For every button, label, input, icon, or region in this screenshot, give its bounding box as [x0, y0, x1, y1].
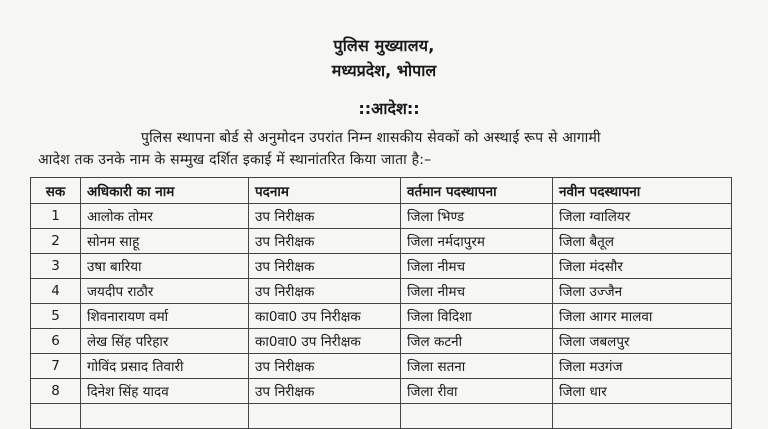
column-header-serial: सक — [31, 178, 81, 204]
cell-serial: 6 — [31, 329, 81, 354]
table-header-row — [31, 178, 732, 204]
cell-new-posting: जिला आगर मालवा — [553, 304, 732, 329]
table-row — [31, 279, 732, 304]
cell-current-posting: जिला नर्मदापुरम — [401, 229, 553, 254]
cell-new-posting: जिला उज्जैन — [553, 279, 732, 304]
office-location: मध्यप्रदेश, भोपाल — [331, 61, 437, 80]
cell-new-posting: जिला मंदसौर — [553, 254, 732, 279]
cell-designation: उप निरीक्षक — [249, 379, 401, 404]
intro-line-2: आदेश तक उनके नाम के सम्मुख दर्शित इकाई में स्थानांतरित किया जाता है:– — [38, 152, 432, 168]
cell-serial: 7 — [31, 354, 81, 379]
table-row — [31, 254, 732, 279]
cell-new-posting: जिला बैतूल — [553, 229, 732, 254]
order-title: ::आदेश:: — [358, 99, 420, 118]
table-row — [31, 354, 732, 379]
cell-new-posting: जिला जबलपुर — [553, 329, 732, 354]
cell-designation: उप निरीक्षक — [249, 354, 401, 379]
cell-designation: का0वा0 उप निरीक्षक — [249, 329, 401, 354]
cell-name: जयदीप राठौर — [81, 279, 249, 304]
cell-name: लेख सिंह परिहार — [81, 329, 249, 354]
cell-name: गोविंद प्रसाद तिवारी — [81, 354, 249, 379]
cell-designation: उप निरीक्षक — [249, 229, 401, 254]
column-header-designation: पदनाम — [249, 178, 401, 204]
cell-designation: का0वा0 उप निरीक्षक — [249, 304, 401, 329]
table-row — [31, 229, 732, 254]
cell-designation: उप निरीक्षक — [249, 204, 401, 229]
cell-designation: उप निरीक्षक — [249, 254, 401, 279]
column-header-name: अधिकारी का नाम — [81, 178, 249, 204]
table-row — [31, 379, 732, 404]
cell-name: आलोक तोमर — [81, 204, 249, 229]
cell-name: उषा बारिया — [81, 254, 249, 279]
intro-line-1: पुलिस स्थापना बोर्ड से अनुमोदन उपरांत निम्न शासकीय सेवकों को अस्थाई रूप से आगामी — [141, 130, 601, 146]
cell-current-posting: जिला विदिशा — [401, 304, 553, 329]
cell-new-posting: जिला ग्वालियर — [553, 204, 732, 229]
cell-current-posting: जिल कटनी — [401, 329, 553, 354]
column-header-current-posting: वर्तमान पदस्थापना — [401, 178, 553, 204]
table-row — [31, 204, 732, 229]
cell-serial: 2 — [31, 229, 81, 254]
cell-serial: 4 — [31, 279, 81, 304]
cell-current-posting: जिला नीमच — [401, 279, 553, 304]
cell-name: सोनम साहू — [81, 229, 249, 254]
cell-new-posting: जिला मउगंज — [553, 354, 732, 379]
cell-designation: उप निरीक्षक — [249, 279, 401, 304]
cell-serial: 1 — [31, 204, 81, 229]
office-name: पुलिस मुख्यालय, — [333, 36, 435, 55]
cell-name: शिवनारायण वर्मा — [81, 304, 249, 329]
cell-serial: 3 — [31, 254, 81, 279]
cell-current-posting: जिला सतना — [401, 354, 553, 379]
table-row — [31, 304, 732, 329]
table-row — [31, 329, 732, 354]
cell-new-posting: जिला धार — [553, 379, 732, 404]
cell-serial: 5 — [31, 304, 81, 329]
cell-name: दिनेश सिंह यादव — [81, 379, 249, 404]
column-header-new-posting: नवीन पदस्थापना — [553, 178, 732, 204]
cell-current-posting: जिला नीमच — [401, 254, 553, 279]
cell-current-posting: जिला रीवा — [401, 379, 553, 404]
cell-current-posting: जिला भिण्ड — [401, 204, 553, 229]
cell-serial: 8 — [31, 379, 81, 404]
transfer-table — [30, 177, 732, 429]
table-row-partial — [31, 404, 732, 429]
